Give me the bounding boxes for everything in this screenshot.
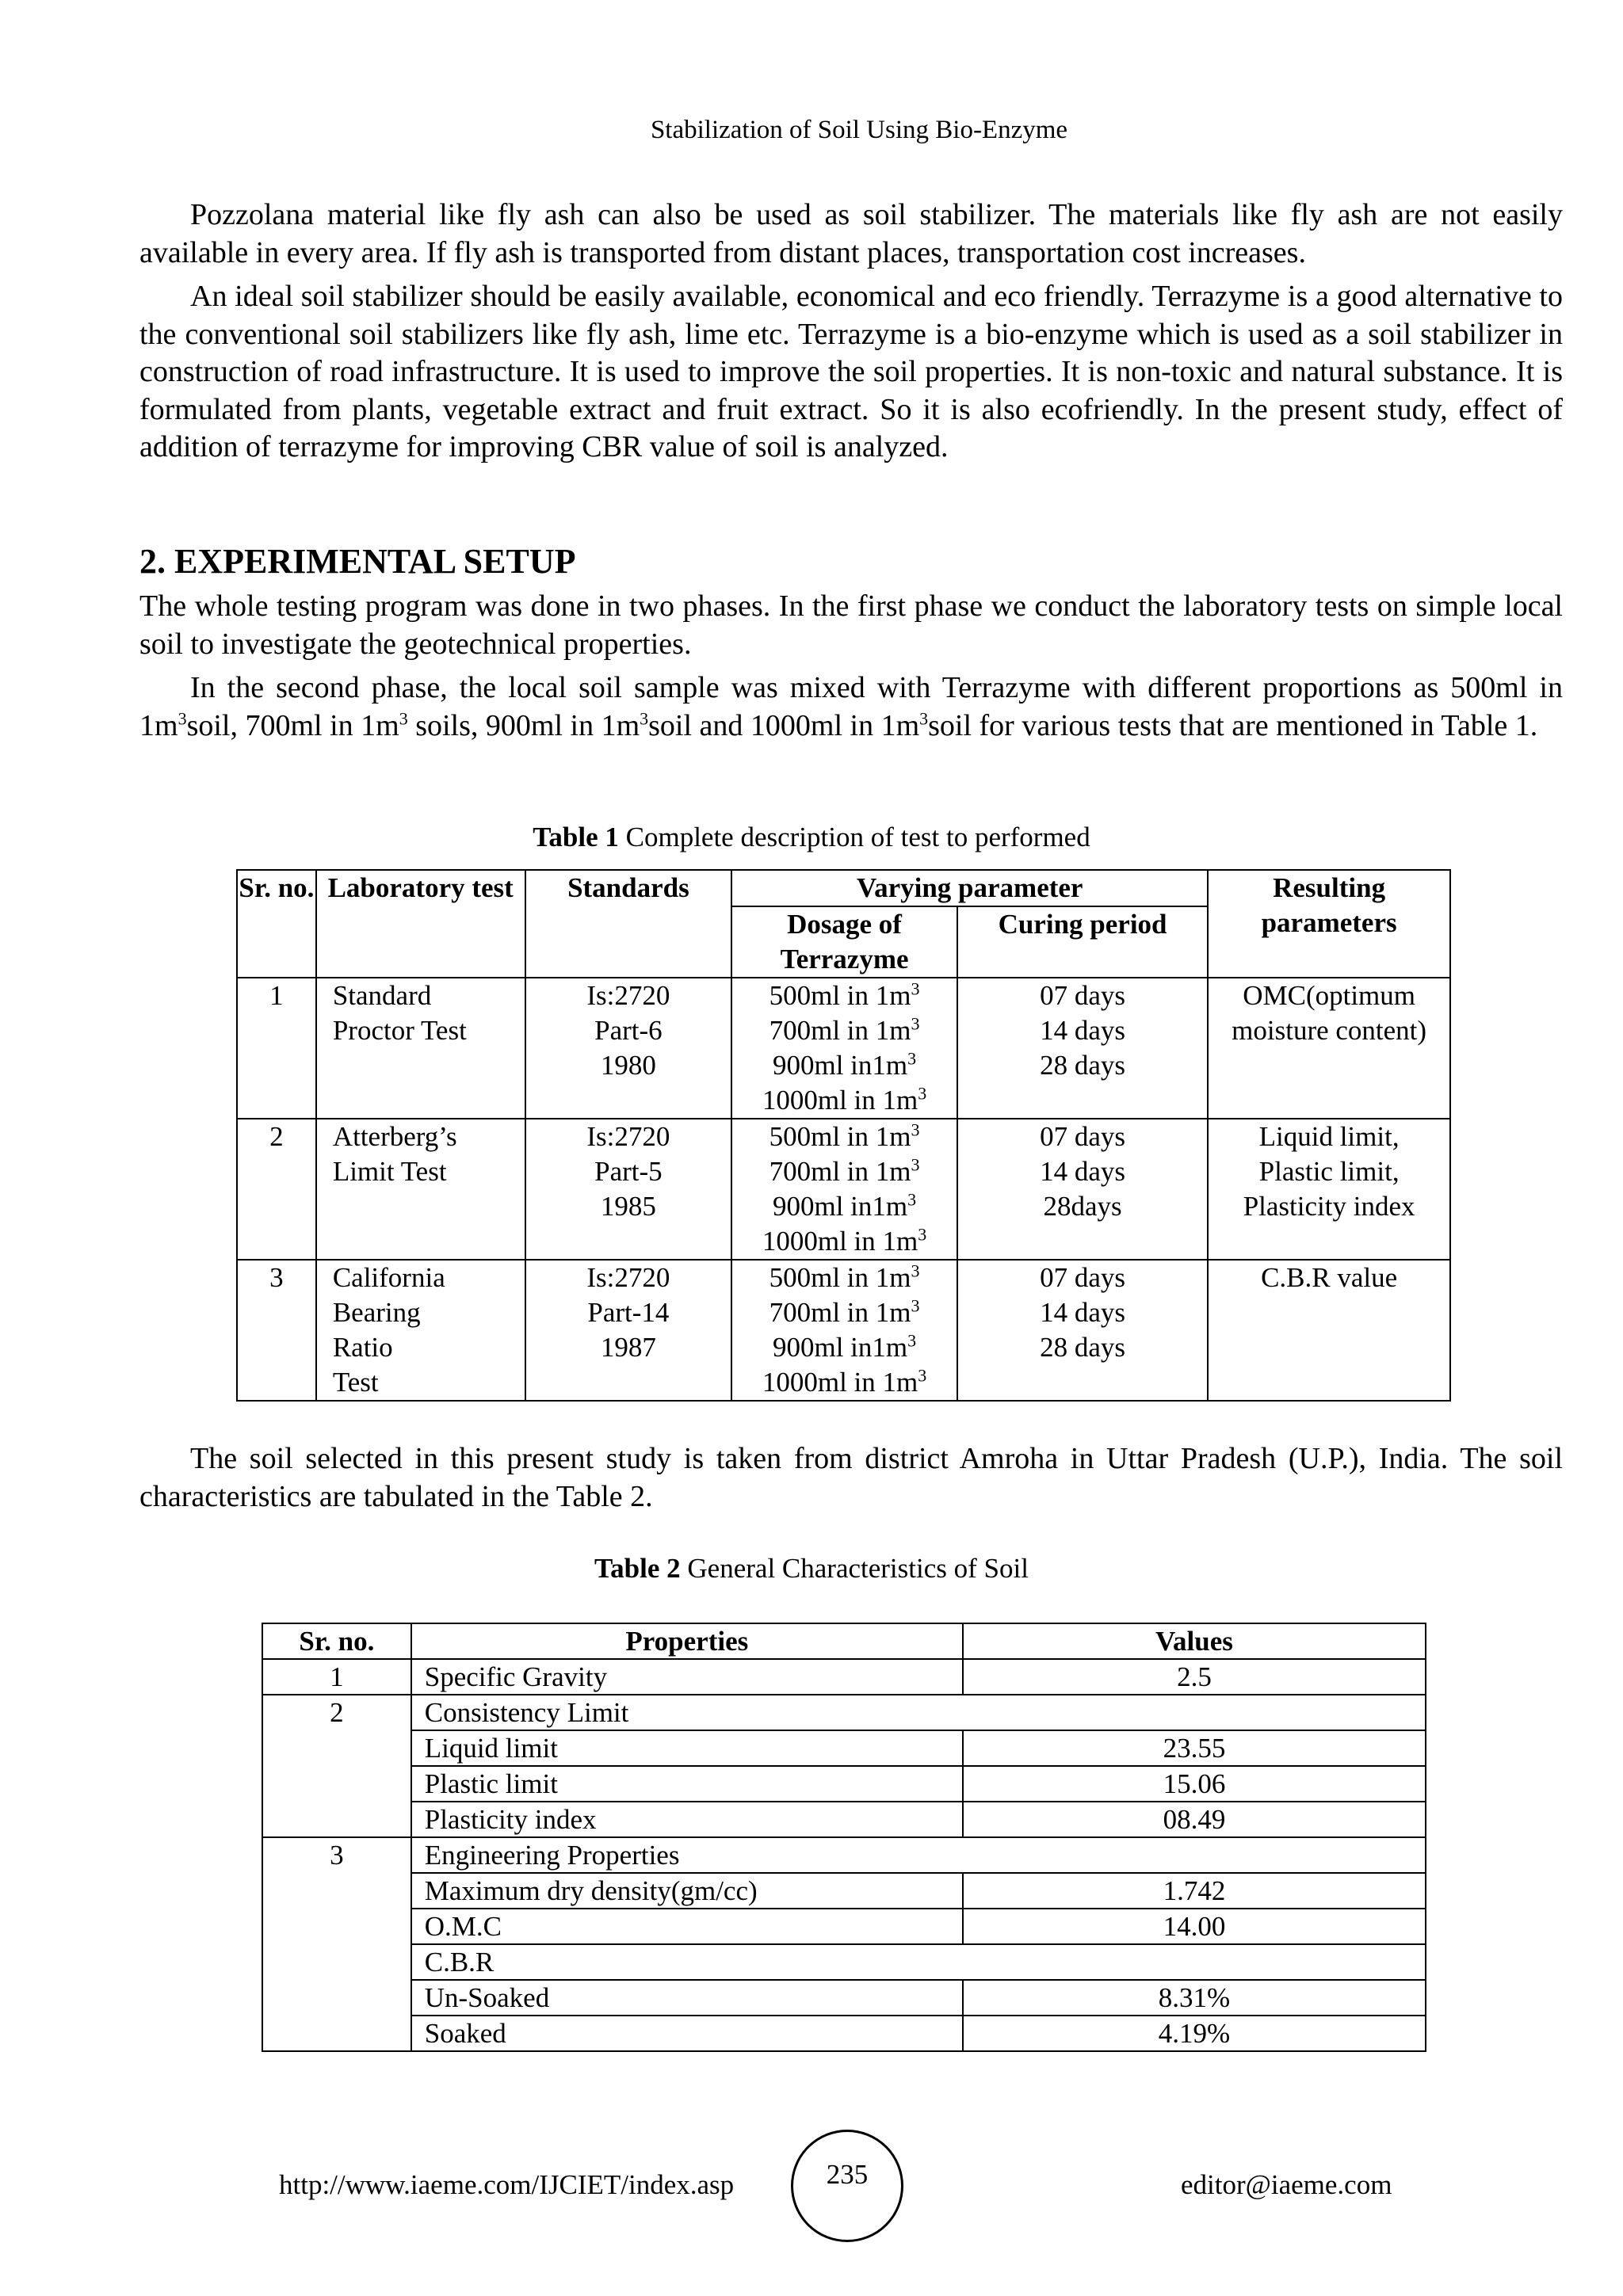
footer-email-link[interactable]: editor@iaeme.com	[1181, 2169, 1392, 2200]
table-1-header-sr: Sr. no.	[237, 870, 316, 978]
table-1	[236, 869, 1451, 1402]
intro-text	[139, 196, 1563, 467]
table-1-header-standards: Standards	[525, 870, 732, 978]
table-row: O.M.C 14.00	[262, 1909, 1426, 1944]
table-row: Plasticity index 08.49	[262, 1802, 1426, 1837]
table-1-header-varying: Varying parameter	[731, 870, 1208, 906]
table-row: 1 Standard Proctor Test Is:2720 Part-6 1980 500ml in $1m^3$ 700ml in $1m^3$ 900ml $in1m^3$ 1000ml in $1m^3$ 07 days 14 days 28 days OMC(optimum moisture content)	[237, 978, 1450, 1119]
table-1-caption: Table 1 Complete description of test to performed	[533, 822, 1090, 852]
table-1-header-dosage: Dosage of Terrazyme	[731, 906, 957, 978]
table-row: Un-Soaked 8.31%	[262, 1980, 1426, 2016]
section-2-text	[139, 588, 1563, 745]
table-2-header-properties: Properties	[411, 1623, 963, 1659]
table-row: C.B.R	[262, 1944, 1426, 1980]
table-2	[262, 1623, 1426, 2052]
page-number: 235	[791, 2130, 903, 2242]
table-row: 2 Consistency Limit	[262, 1695, 1426, 1730]
table-1-header-test: Laboratory test	[316, 870, 525, 978]
table-row: 3 Engineering Properties	[262, 1837, 1426, 1873]
table-1-header-resulting: Resulting parameters	[1208, 870, 1450, 978]
table-row: Plastic limit 15.06	[262, 1766, 1426, 1802]
table-row: 3 California Bearing Ratio Test Is:2720 Part-14 1987 500ml in $1m^3$ 700ml in $1m^3$ 900ml $in1m^3$ 1000ml in $1m^3$ 07 days 14 days 28 days C.B.R value	[237, 1260, 1450, 1401]
section-2-paragraph-2: In the second phase, the local soil sample was mixed with Terrazyme with different proportions as 500ml in $1m^3soil$, 700ml in $1m^3$ soils, 900ml in $1m^3soil$ and 1000ml in $1m^3soil$ for various tests that are mentioned in Table 1.	[139, 671, 1563, 742]
intro-paragraph-2: An ideal soil stabilizer should be easily available, economical and eco friendly. Terrazyme is a good alternative to the conventional soil stabilizers like fly ash, lime etc. Terrazyme is a bio-enzyme which is used as a soil stabilizer in construction of road infrastructure. It is used to improve the soil properties. It is non-toxic and natural substance. It is formulated from plants, vegetable extract and fruit extract. So it is also ecofriendly. In the present study, effect of addition of terrazyme for improving CBR value of soil is analyzed.	[139, 280, 1563, 463]
table-2-intro: The soil selected in this present study is taken from district Amroha in Uttar Pradesh (U.P.), India. The soil characteristics are tabulated in the Table 2.	[139, 1442, 1563, 1513]
table-row: Maximum dry density(gm/cc) 1.742	[262, 1873, 1426, 1909]
section-2-paragraph-1: The whole testing program was done in two phases. In the first phase we conduct the laboratory tests on simple local soil to investigate the geotechnical properties.	[139, 589, 1563, 661]
table-row: 1 Specific Gravity 2.5	[262, 1659, 1426, 1695]
table-2-header-values: Values	[963, 1623, 1426, 1659]
footer-url-link[interactable]: http://www.iaeme.com/IJCIET/index.asp	[279, 2169, 735, 2200]
table-2-header-sr: Sr. no.	[262, 1623, 411, 1659]
table-2-caption: Table 2 General Characteristics of Soil	[594, 1553, 1029, 1584]
table-row: 2 Atterberg’s Limit Test Is:2720 Part-5 1985 500ml in $1m^3$ 700ml in $1m^3$ 900ml $in1m^3$ 1000ml in $1m^3$ 07 days 14 days 28days Liquid limit, Plastic limit, Plasticity index	[237, 1119, 1450, 1260]
table-row: Soaked 4.19%	[262, 2016, 1426, 2051]
running-title: Stabilization of Soil Using Bio-Enzyme	[650, 116, 1068, 144]
section-heading: 2. EXPERIMENTAL SETUP	[139, 542, 576, 581]
intro-paragraph-1: Pozzolana material like fly ash can also be used as soil stabilizer. The materials like fly ash are not easily available in every area. If fly ash is transported from distant places, transportation cost increases.	[139, 198, 1563, 269]
table-1-header-curing: Curing period	[957, 906, 1208, 978]
table-row: Liquid limit 23.55	[262, 1730, 1426, 1766]
